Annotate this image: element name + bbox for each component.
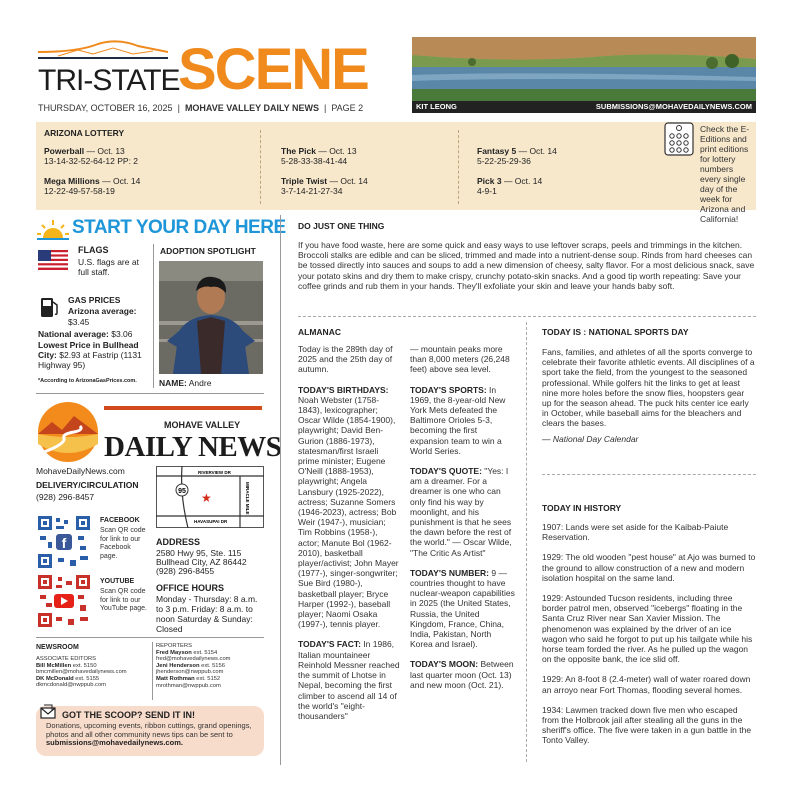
youtube-heading: YOUTUBE xyxy=(100,578,135,585)
sun-icon xyxy=(37,218,69,240)
river-canyon-photo xyxy=(412,37,756,101)
mega-millions: Mega Millions — Oct. 14 12-22-49-57-58-19 xyxy=(44,176,141,196)
almanac-column-2: — mountain peaks more than 8,000 meters (26,248 feet) above sea level. TODAY'S SPORTS: In 1969, the 8-year-old New York Mets defeated the Baltimore Orioles 5-3, becoming the first expansion team to win a World Series. TODAY'S QUOTE: "Yes: I am a dreamer. For a dreamer is one who can only find his way by moonlight, and his punishment is that he sees the dawn before the rest of the world." — Oscar Wilde, "The Critic As Artist" TODAY'S NUMBER: 9 — countries thought to have nuclear-weapon capabilities in 2025 (the United States, Russia, the United Kingdom, France, China, India, Pakistan, North Korea and Israel). TODAY'S MOON: Between last quarter moon (Oct. 13) and new moon (Oct. 21). xyxy=(410,344,515,690)
start-your-day-title: START YOUR DAY HERE xyxy=(72,217,286,238)
triple-twist: Triple Twist — Oct. 14 3-7-14-21-27-34 xyxy=(281,176,368,196)
pick-3: Pick 3 — Oct. 14 4-9-1 xyxy=(477,176,543,196)
paper-name: MOHAVE VALLEY DAILY NEWS xyxy=(184,103,319,113)
almanac-column-1: Today is the 289th day of 2025 and the 25th day of autumn. TODAY'S BIRTHDAYS: Noah Webster (1758-1843), lexicographer; Oscar Wilde (1854-1900), playwright; David Ben-Gurion (1886-1973), statesman/first Israeli prime minister; Eugene O'Neill (1888-1953), playwright; Angela Lansbury (1925-2022), actress; Suzanne Somers (1946-2023), actress; Bob Weir (1947-), musician; Tim Robbins (1958-), actor; Manute Bol (1962-2010), basketball player/activist; John Mayer (1977-), singer-songwriter; Sue Bird (1980-), basketball player; Bryce Harper (1992-), baseball player; Naomi Osaka (1997-), tennis player. TODAY'S FACT: In 1986, Italian mountaineer Reinhold Messner reached the summit of Lhotse in Nepal, becoming the first climber to ascend all 14 of the world's "eight-thousanders" xyxy=(298,344,400,721)
gas-pump-icon xyxy=(40,296,60,318)
address-heading: ADDRESS xyxy=(156,537,201,547)
envelope-icon xyxy=(40,704,56,720)
website-link[interactable]: MohaveDailyNews.com xyxy=(36,466,125,476)
us-flag-icon xyxy=(38,250,68,270)
adoption-name: NAME: Andre xyxy=(159,378,212,388)
reporters: REPORTERS Fred Mayson ext. 5154 fred@mohavedailynews.com Jeni Henderson ext. 5156 jhenderson@nwppub.com Matt Rothman ext. 5152 mrothman@nwppub.com xyxy=(156,643,231,689)
history-item: 1907: Lands were set aside for the Kaibab-Paiute Reservation. xyxy=(542,522,729,543)
gas-lowest-price: Lowest Price in Bullhead City: $2.93 at Fastrip (1131 Highway 95) xyxy=(38,340,142,370)
office-location-map xyxy=(156,466,264,528)
the-pick: The Pick — Oct. 13 5-28-33-38-41-44 xyxy=(281,146,357,166)
history-list xyxy=(542,522,756,746)
adoption-photo xyxy=(159,261,263,374)
address-line-2: Bullhead City, AZ 86442 xyxy=(156,557,247,567)
address-line-1: 2580 Hwy 95, Ste. 115 xyxy=(156,548,242,558)
office-hours-heading: OFFICE HOURS xyxy=(156,583,225,593)
flags-status: U.S. flags are at full staff. xyxy=(78,257,139,277)
facebook-qr-text: Scan QR code for link to our Facebook page. xyxy=(100,527,146,560)
photo-credit: KIT LEONG xyxy=(416,102,457,111)
fantasy-5: Fantasy 5 — Oct. 14 5-22-25-29-36 xyxy=(477,146,557,166)
scoop-heading: GOT THE SCOOP? SEND IT IN! xyxy=(62,710,196,720)
delivery-heading: DELIVERY/CIRCULATION xyxy=(36,480,139,490)
youtube-qr-code[interactable] xyxy=(36,573,92,629)
scoop-text: Donations, upcoming events, ribbon cuttings, grand openings, photos and all other community news tips can be sent to submissions@mohavedailynews.com. xyxy=(46,721,252,747)
lottery-box xyxy=(36,122,756,224)
almanac-heading: ALMANAC xyxy=(298,327,341,337)
lottery-ticket-icon xyxy=(664,122,694,156)
mohave-valley-daily-news-logo xyxy=(36,400,100,462)
section-title-scene: SCENE xyxy=(178,37,368,102)
map-highway-95: 95 xyxy=(178,488,186,495)
gas-national: National average: $3.06 xyxy=(38,329,133,339)
submissions-email[interactable]: SUBMISSIONS@MOHAVEDAILYNEWS.COM xyxy=(595,102,752,111)
powerball: Powerball — Oct. 13 13-14-32-52-64-12 PP: 2 xyxy=(44,146,139,166)
associate-editors: ASSOCIATE EDITORS Bill McMillen ext. 5150 bmcmillen@mohavedailynews.com DK McDonald ext. 5155 dkmcdonald@nwppub.com xyxy=(36,656,127,689)
address-phone: (928) 296-8455 xyxy=(156,566,215,576)
today-is-text: Fans, families, and athletes of all the sports converge to celebrate their favorite athletic events. All disciplines of a sport take the field, from the youngest to the seasoned professional. While golfers hit the links to get at least nine more holes before the snow flies, hoopsters gear up for the season ahead. The puck hits center ice early in October, while baseball aims for the bleachers and clears the bases. — National Day Calendar xyxy=(542,347,755,444)
lottery-title: ARIZONA LOTTERY xyxy=(44,128,125,138)
gas-source-note: *According to ArizonaGasPrices.com. xyxy=(38,378,137,384)
facebook-qr-code[interactable] xyxy=(36,514,92,570)
gas-arizona-price: $3.45 xyxy=(68,317,90,327)
map-riverview-dr: RIVERVIEW DR xyxy=(198,470,231,475)
section-title-tri-state: TRI-STATE xyxy=(38,64,180,97)
map-havasupai-dr: HAVASUPAI DR xyxy=(194,519,228,524)
office-hours-text: Monday - Thursday: 8 a.m. to 3 p.m. Friday: 8 a.m. to noon Saturday & Sunday: Closed xyxy=(156,594,258,634)
photo-caption-bar xyxy=(412,101,756,113)
page-number: PAGE 2 xyxy=(331,103,364,113)
flags-heading: FLAGS xyxy=(78,245,109,255)
delivery-phone: (928) 296-8457 xyxy=(36,492,95,502)
gas-prices-heading: GAS PRICES xyxy=(68,295,121,305)
mvdn-name-large: DAILY NEWS xyxy=(104,431,282,463)
history-item: 1929: The old wooden "pest house" at Ajo was burned to the ground to allow construction of a new and modern isolation hospital on the same land. xyxy=(542,552,756,583)
history-item: 1929: Astounded Tucson residents, including three border patrol men, observed "icebergs" floating in the Santa Cruz River near San Xavier Mission. The phenomenon was explained by the driver of an ice wagon who said he forgot to put up his tailgate while his horse team forded the river. As he pulled up the wagon on the opposite bank, the ice slid off. xyxy=(542,593,753,665)
today-is-heading: TODAY IS : NATIONAL SPORTS DAY xyxy=(542,327,689,337)
scoop-email[interactable]: submissions@mohavedailynews.com. xyxy=(46,738,183,747)
youtube-qr-text: Scan QR code for link to our YouTube page. xyxy=(100,588,147,612)
history-item: 1929: An 8-foot 8 (2.4-meter) wall of water roared down an arroyo near Fort Thomas, flooding several homes. xyxy=(542,674,751,695)
gas-arizona-label: Arizona average: xyxy=(68,306,137,316)
one-thing-heading: DO JUST ONE THING xyxy=(298,221,385,231)
history-heading: TODAY IN HISTORY xyxy=(542,503,622,513)
facebook-heading: FACEBOOK xyxy=(100,517,140,524)
dateline: THURSDAY, OCTOBER 16, 2025 | MOHAVE VALLEY DAILY NEWS | PAGE 2 xyxy=(38,103,364,113)
history-item: 1934: Lawmen tracked down five men who escaped from the Holbrook jail after stealing all the guns in the sheriff's office. The five were taken in a gun battle in the Tonto Valley. xyxy=(542,704,752,746)
newsroom-heading: NEWSROOM xyxy=(36,644,79,651)
mvdn-name-small: MOHAVE VALLEY xyxy=(164,420,241,430)
lottery-check-note: Check the E-Editions and print editions for lottery numbers every single day of the week for Arizona and California! xyxy=(700,124,750,224)
svg-text:f: f xyxy=(61,535,67,551)
map-location-star-icon: ★ xyxy=(201,491,212,505)
adoption-spotlight-heading: ADOPTION SPOTLIGHT xyxy=(160,246,256,256)
issue-date: THURSDAY, OCTOBER 16, 2025 xyxy=(38,103,173,113)
map-miracle-mile: MIRACLE MILE xyxy=(245,482,250,515)
one-thing-text: If you have food waste, here are some quick and easy ways to use leftover scraps, peels and trimmings in the kitchen. Broccoli stalks are edible and can be sliced, trimmed and made into a nutrient-dense soup. Rinds from hard cheeses can be tossed directly into sauces and soups to add a new dimension of cheesy, salty flavor. For a most delicious snack, save your potato skins and dry them to make crispy, crunchy potato-skin snacks. And a good tip worth repeating: Save your coffee grinds and rub them in your hands. They'll exfoliate your skin and leave your hands baby soft. xyxy=(298,240,755,291)
